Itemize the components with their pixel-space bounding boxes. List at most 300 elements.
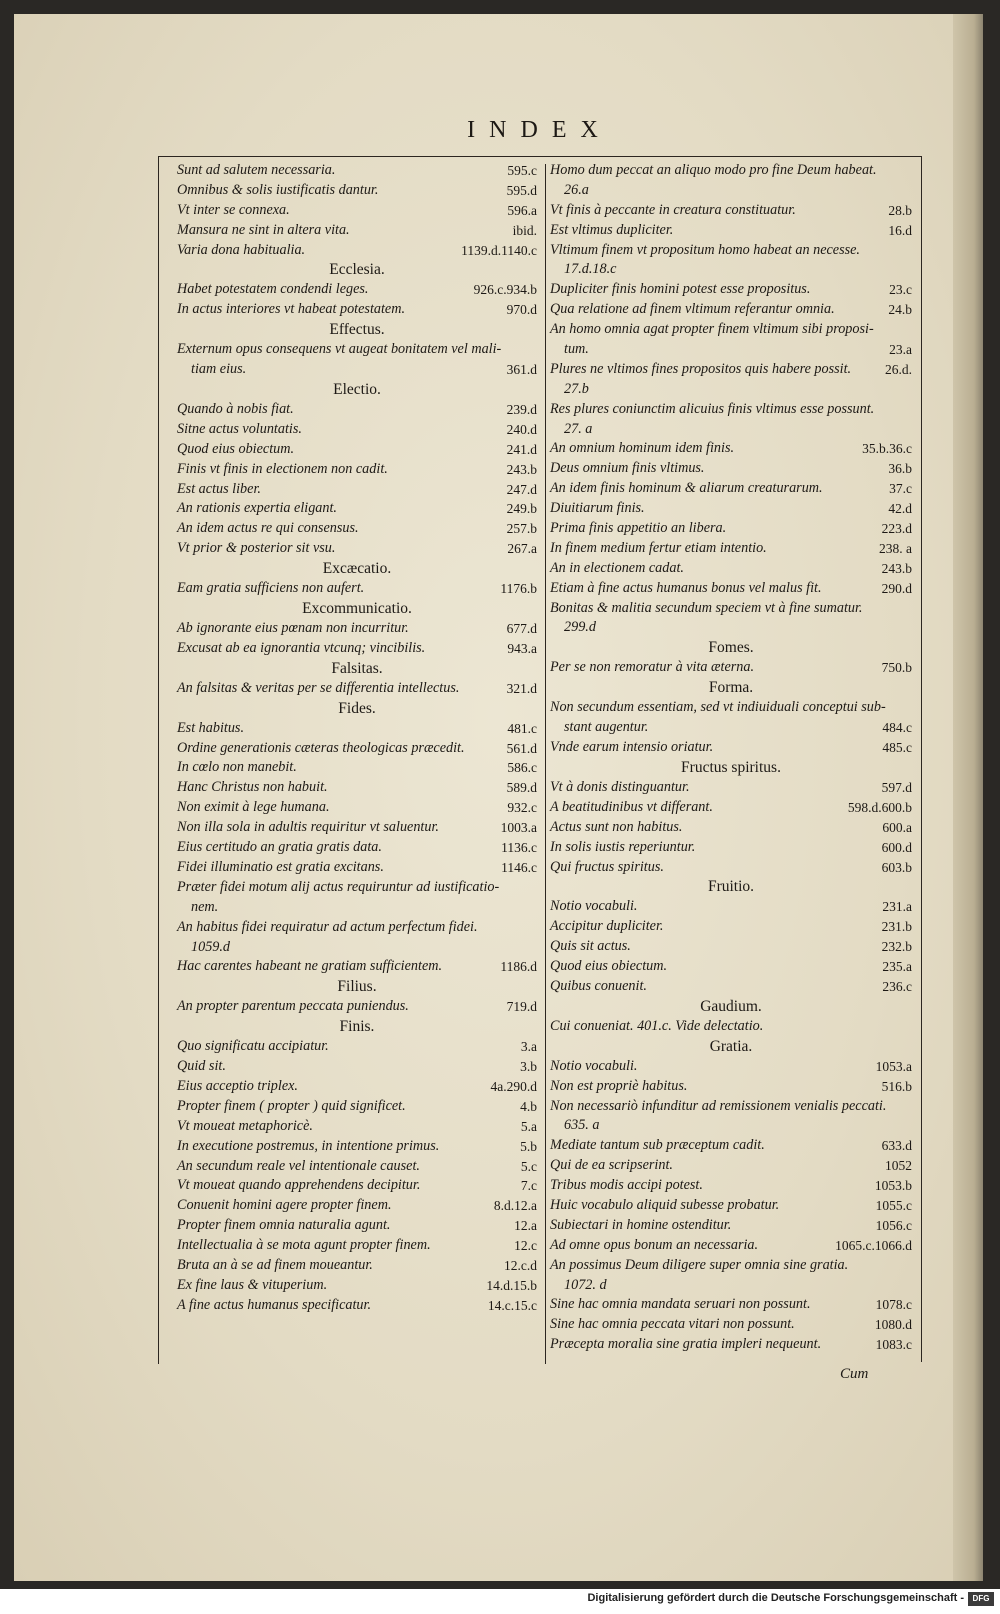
index-entry bbox=[550, 798, 912, 818]
index-entry bbox=[550, 1216, 912, 1236]
entry-text: Dupliciter finis homini potest esse propositus. bbox=[550, 281, 811, 298]
entry-text: Per se non remoratur à vita æterna. bbox=[550, 659, 754, 676]
index-entry-continuation bbox=[550, 1116, 912, 1136]
index-entry bbox=[177, 818, 537, 838]
index-entry bbox=[177, 1137, 537, 1157]
entry-text: 1059.d bbox=[191, 938, 231, 955]
entry-text: Notio vocabuli. bbox=[550, 1057, 638, 1074]
entry-text: In finem medium fertur etiam intentio. bbox=[550, 539, 767, 556]
entry-text: Plures ne vltimos fines propositos quis habere possit. bbox=[550, 360, 852, 377]
index-entry bbox=[177, 420, 537, 440]
entry-page-reference: 8.d.12.a bbox=[493, 1198, 537, 1214]
entry-page-reference: 1136.c bbox=[501, 840, 537, 856]
index-entry bbox=[550, 658, 912, 678]
index-entry bbox=[177, 579, 537, 599]
entry-text: Conuenit homini agere propter finem. bbox=[177, 1197, 392, 1214]
entry-text: stant augentur. bbox=[564, 719, 649, 736]
entry-page-reference: 1176.b bbox=[500, 581, 537, 597]
entry-page-reference: 14.d.15.b bbox=[486, 1277, 537, 1293]
page-gutter-shadow bbox=[953, 14, 983, 1581]
entry-text: Vt prior & posterior sit vsu. bbox=[177, 540, 336, 557]
entry-text: Diuitiarum finis. bbox=[550, 500, 645, 517]
index-entry bbox=[177, 1037, 537, 1057]
index-entry-continuation bbox=[177, 360, 537, 380]
entry-text: Cui conueniat. 401.c. Vide delectatio. bbox=[550, 1017, 764, 1034]
entry-page-reference: 1078.c bbox=[875, 1297, 912, 1313]
index-entry bbox=[177, 1077, 537, 1097]
index-entry bbox=[177, 1236, 537, 1256]
entry-page-reference: 12.c.d bbox=[504, 1257, 537, 1273]
index-entry bbox=[177, 798, 537, 818]
index-entry bbox=[550, 917, 912, 937]
entry-page-reference: 600.d bbox=[881, 839, 912, 855]
entry-text: Propter finem omnia naturalia agunt. bbox=[177, 1217, 391, 1234]
index-entry bbox=[550, 1236, 912, 1256]
entry-text: Sine hac omnia peccata vitari non possunt. bbox=[550, 1316, 795, 1333]
entry-page-reference: 247.d bbox=[506, 481, 537, 497]
entry-page-reference: ibid. bbox=[512, 222, 537, 238]
entry-page-reference: 750.b bbox=[881, 660, 912, 676]
index-entry bbox=[177, 1117, 537, 1137]
page-title: INDEX bbox=[467, 117, 612, 143]
entry-text: Sine hac omnia mandata seruari non possunt. bbox=[550, 1296, 811, 1313]
index-heading: Excæcatio. bbox=[322, 560, 392, 578]
entry-text: An falsitas & veritas per se differentia intellectus. bbox=[177, 679, 460, 696]
entry-page-reference: 516.b bbox=[881, 1078, 912, 1094]
entry-text: Non est propriè habitus. bbox=[550, 1077, 688, 1094]
index-heading: Filius. bbox=[337, 978, 377, 996]
entry-page-reference: 231.a bbox=[882, 899, 912, 915]
index-entry bbox=[177, 1216, 537, 1236]
entry-page-reference: 321.d bbox=[506, 680, 537, 696]
index-entry bbox=[550, 937, 912, 957]
entry-page-reference: 249.b bbox=[506, 501, 537, 517]
entry-page-reference: 267.a bbox=[507, 541, 537, 557]
entry-text: Subiectari in homine ostenditur. bbox=[550, 1216, 732, 1233]
entry-page-reference: 36.b bbox=[888, 461, 912, 477]
entry-page-reference: 26.d. bbox=[885, 361, 912, 377]
entry-page-reference: 970.d bbox=[506, 302, 537, 318]
entry-page-reference: 1003.a bbox=[500, 820, 537, 836]
index-entry bbox=[550, 479, 912, 499]
entry-page-reference: 37.c bbox=[889, 481, 912, 497]
entry-page-reference: 932.c bbox=[507, 800, 537, 816]
entry-text: Eius acceptio triplex. bbox=[177, 1077, 298, 1094]
index-entry-continuation bbox=[177, 898, 537, 918]
entry-page-reference: 223.d bbox=[881, 521, 912, 537]
index-entry-continuation bbox=[550, 420, 912, 440]
entry-text: Vt finis à peccante in creatura constituatur. bbox=[550, 201, 796, 218]
index-entry-continuation bbox=[177, 938, 537, 958]
entry-text: Eius certitudo an gratia gratis data. bbox=[177, 839, 382, 856]
entry-text: Vltimum finem vt propositum homo habeat an necesse. bbox=[550, 241, 860, 258]
entry-text: Homo dum peccat an aliquo modo pro fine Deum habeat. bbox=[550, 162, 877, 178]
entry-page-reference: 239.d bbox=[506, 402, 537, 418]
entry-page-reference: 238. a bbox=[879, 540, 912, 556]
entry-text: Sunt ad salutem necessaria. bbox=[177, 162, 336, 178]
entry-page-reference: 243.b bbox=[506, 461, 537, 477]
entry-page-reference: 1056.c bbox=[875, 1217, 912, 1233]
entry-text: An secundum reale vel intentionale causet. bbox=[177, 1157, 420, 1174]
entry-text: tiam eius. bbox=[191, 361, 247, 378]
index-entry-continuation bbox=[550, 618, 912, 638]
index-entry bbox=[550, 1017, 912, 1037]
entry-page-reference: 926.c.934.b bbox=[473, 282, 537, 298]
entry-page-reference: 361.d bbox=[506, 362, 537, 378]
index-entry bbox=[550, 1335, 912, 1355]
index-entry bbox=[550, 1176, 912, 1196]
entry-text: Quis sit actus. bbox=[550, 938, 631, 955]
entry-text: Prima finis appetitio an libera. bbox=[550, 520, 727, 537]
entry-page-reference: 1053.b bbox=[874, 1178, 912, 1194]
entry-page-reference: 232.b bbox=[881, 939, 912, 955]
index-entry bbox=[550, 838, 912, 858]
index-heading: Fomes. bbox=[708, 639, 754, 657]
entry-page-reference: 1065.c.1066.d bbox=[835, 1237, 912, 1253]
index-entry bbox=[550, 1156, 912, 1176]
entry-text: Propter finem ( propter ) quid significet. bbox=[177, 1097, 406, 1114]
entry-page-reference: 1083.c bbox=[875, 1337, 912, 1353]
entry-text: Qui de ea scripserint. bbox=[550, 1157, 673, 1174]
index-entry bbox=[177, 280, 537, 300]
index-entry bbox=[550, 280, 912, 300]
index-entry bbox=[177, 460, 537, 480]
entry-page-reference: 595.c bbox=[507, 163, 537, 178]
index-entry bbox=[177, 739, 537, 759]
entry-page-reference: 42.d bbox=[888, 501, 912, 517]
index-entry bbox=[177, 221, 537, 241]
index-entry bbox=[550, 818, 912, 838]
index-entry bbox=[177, 440, 537, 460]
entry-text: Est vltimus dupliciter. bbox=[550, 221, 674, 238]
entry-page-reference: 484.c bbox=[882, 720, 912, 736]
index-entry bbox=[550, 161, 912, 181]
entry-text: Vt moueat metaphoricè. bbox=[177, 1117, 313, 1134]
index-entry bbox=[177, 1176, 537, 1196]
entry-text: Vnde earum intensio oriatur. bbox=[550, 739, 714, 756]
index-entry bbox=[550, 579, 912, 599]
index-entry bbox=[177, 778, 537, 798]
index-right-column bbox=[550, 161, 912, 1355]
index-entry bbox=[550, 360, 912, 380]
entry-page-reference: 1139.d.1140.c bbox=[461, 242, 537, 258]
entry-text: Bonitas & malitia secundum speciem vt à fine sumatur. bbox=[550, 599, 863, 616]
entry-page-reference: 1053.a bbox=[875, 1058, 912, 1074]
entry-page-reference: 3.a bbox=[520, 1039, 537, 1055]
entry-text: Qui fructus spiritus. bbox=[550, 858, 664, 875]
index-entry bbox=[177, 1256, 537, 1276]
entry-text: Etiam à fine actus humanus bonus vel malus fit. bbox=[550, 579, 822, 596]
entry-text: nem. bbox=[191, 898, 219, 915]
entry-text: Non secundum essentiam, sed vt indiuiduali conceptui sub- bbox=[550, 699, 886, 716]
index-entry bbox=[177, 1157, 537, 1177]
entry-page-reference: 719.d bbox=[506, 999, 537, 1015]
entry-page-reference: 603.b bbox=[881, 859, 912, 875]
index-entry-continuation bbox=[550, 340, 912, 360]
entry-page-reference: 600.a bbox=[882, 819, 912, 835]
index-entry-continuation bbox=[550, 1276, 912, 1296]
column-divider-rule bbox=[545, 164, 546, 1364]
index-entry bbox=[177, 1296, 537, 1316]
entry-page-reference: 596.a bbox=[507, 202, 537, 218]
index-entry bbox=[177, 1276, 537, 1296]
entry-text: Quod eius obiectum. bbox=[177, 440, 295, 457]
entry-text: Quo significatu accipiatur. bbox=[177, 1038, 329, 1055]
entry-text: Fidei illuminatio est gratia excitans. bbox=[177, 858, 384, 875]
index-entry bbox=[550, 1295, 912, 1315]
entry-page-reference: 5.a bbox=[520, 1118, 537, 1134]
index-entry-continuation bbox=[550, 380, 912, 400]
index-entry-continuation bbox=[550, 181, 912, 201]
index-entry bbox=[550, 977, 912, 997]
entry-text: Est actus liber. bbox=[177, 480, 261, 497]
index-heading: Finis. bbox=[339, 1018, 375, 1036]
index-entry bbox=[177, 838, 537, 858]
index-entry bbox=[550, 539, 912, 559]
index-heading: Fructus spiritus. bbox=[681, 758, 781, 776]
index-entry bbox=[550, 1097, 912, 1117]
index-heading: Ecclesia. bbox=[329, 261, 385, 279]
entry-page-reference: 235.a bbox=[882, 959, 912, 975]
index-entry bbox=[177, 499, 537, 519]
entry-text: Habet potestatem condendi leges. bbox=[177, 281, 369, 298]
entry-page-reference: 1080.d bbox=[874, 1317, 912, 1333]
index-entry-continuation bbox=[550, 718, 912, 738]
entry-text: Ad omne opus bonum an necessaria. bbox=[550, 1236, 759, 1253]
entry-page-reference: 1052 bbox=[885, 1158, 912, 1174]
entry-text: 1072. d bbox=[564, 1276, 607, 1293]
index-entry bbox=[550, 300, 912, 320]
index-entry bbox=[550, 778, 912, 798]
entry-text: A fine actus humanus specificatur. bbox=[177, 1296, 372, 1313]
entry-text: Vt à donis distinguantur. bbox=[550, 778, 690, 795]
entry-text: Omnibus & solis iustificatis dantur. bbox=[177, 181, 379, 198]
entry-page-reference: 12.a bbox=[514, 1218, 537, 1234]
index-entry bbox=[550, 698, 912, 718]
index-entry bbox=[177, 181, 537, 201]
entry-text: Deus omnium finis vltimus. bbox=[550, 460, 705, 477]
entry-text: Actus sunt non habitus. bbox=[550, 818, 683, 835]
entry-page-reference: 1055.c bbox=[875, 1197, 912, 1213]
entry-text: An in electionem cadat. bbox=[550, 559, 684, 576]
entry-page-reference: 595.d bbox=[506, 182, 537, 198]
index-entry bbox=[177, 957, 537, 977]
index-entry bbox=[550, 559, 912, 579]
entry-text: In actus interiores vt habeat potestatem. bbox=[177, 301, 406, 318]
index-heading: Falsitas. bbox=[331, 659, 383, 677]
index-entry bbox=[177, 201, 537, 221]
index-heading: Gaudium. bbox=[700, 997, 762, 1015]
entry-page-reference: 12.c bbox=[514, 1238, 537, 1254]
footer-credit: Digitalisierung gefördert durch die Deutsche Forschungsgemeinschaft - bbox=[587, 1592, 964, 1604]
index-heading: Electio. bbox=[333, 381, 381, 399]
entry-page-reference: 1146.c bbox=[501, 859, 537, 875]
index-entry bbox=[177, 639, 537, 659]
entry-text: Finis vt finis in electionem non cadit. bbox=[177, 460, 388, 477]
entry-text: 27. a bbox=[564, 420, 593, 437]
entry-text: Vt moueat quando apprehendens decipitur. bbox=[177, 1177, 421, 1194]
index-heading: Fruitio. bbox=[707, 878, 755, 896]
entry-page-reference: 290.d bbox=[881, 580, 912, 596]
entry-text: Huic vocabulo aliquid subesse probatur. bbox=[550, 1196, 780, 1213]
index-entry bbox=[550, 439, 912, 459]
entry-text: 17.d.18.c bbox=[564, 261, 617, 278]
dfg-logo: DFG bbox=[968, 1592, 994, 1606]
index-heading: Fides. bbox=[338, 699, 376, 717]
entry-text: Ex fine laus & vituperium. bbox=[177, 1276, 328, 1293]
entry-page-reference: 4.b bbox=[520, 1098, 537, 1114]
index-left-column bbox=[177, 161, 537, 1316]
index-entry bbox=[177, 679, 537, 699]
entry-page-reference: 597.d bbox=[881, 779, 912, 795]
index-entry bbox=[177, 539, 537, 559]
entry-text: Hanc Christus non habuit. bbox=[177, 779, 328, 796]
entry-page-reference: 481.c bbox=[507, 720, 537, 736]
entry-page-reference: 586.c bbox=[507, 760, 537, 776]
entry-text: A beatitudinibus vt differant. bbox=[550, 798, 713, 815]
entry-page-reference: 943.a bbox=[507, 640, 537, 656]
index-entry bbox=[550, 957, 912, 977]
entry-text: Mediate tantum sub præceptum cadit. bbox=[550, 1137, 765, 1154]
index-entry bbox=[177, 241, 537, 261]
entry-text: Accipitur dupliciter. bbox=[550, 918, 664, 935]
index-entry bbox=[550, 1315, 912, 1335]
entry-text: An homo omnia agat propter finem vltimum sibi proposi- bbox=[550, 321, 874, 338]
index-heading: Excommunicatio. bbox=[302, 600, 412, 618]
entry-text: 299.d bbox=[564, 619, 596, 636]
entry-text: Non necessariò infunditur ad remissionem venialis peccati. bbox=[550, 1097, 887, 1114]
index-entry bbox=[177, 758, 537, 778]
entry-text: Varia dona habitualia. bbox=[177, 241, 306, 258]
index-entry bbox=[177, 300, 537, 320]
entry-page-reference: 3.b bbox=[520, 1059, 537, 1075]
entry-text: Qua relatione ad finem vltimum referantur omnia. bbox=[550, 301, 835, 318]
entry-text: Ab ignorante eius pœnam non incurritur. bbox=[177, 620, 409, 637]
index-entry bbox=[177, 480, 537, 500]
entry-text: An omnium hominum idem finis. bbox=[550, 440, 735, 457]
index-entry bbox=[550, 499, 912, 519]
index-entry bbox=[550, 1077, 912, 1097]
index-entry-continuation bbox=[550, 260, 912, 280]
entry-text: Hac carentes habeant ne gratiam sufficientem. bbox=[177, 958, 443, 975]
index-entry bbox=[177, 519, 537, 539]
index-entry bbox=[177, 858, 537, 878]
entry-text: Notio vocabuli. bbox=[550, 898, 638, 915]
entry-page-reference: 14.c.15.c bbox=[487, 1297, 537, 1313]
index-entry bbox=[177, 619, 537, 639]
entry-page-reference: 35.b.36.c bbox=[862, 441, 912, 457]
entry-text: 26.a bbox=[564, 181, 589, 198]
index-entry bbox=[550, 1256, 912, 1276]
index-heading: Effectus. bbox=[329, 321, 385, 339]
index-entry bbox=[550, 858, 912, 878]
entry-page-reference: 561.d bbox=[506, 740, 537, 756]
entry-text: Præcepta moralia sine gratia impleri nequeunt. bbox=[550, 1336, 822, 1353]
entry-page-reference: 28.b bbox=[888, 202, 912, 218]
index-entry bbox=[177, 878, 537, 898]
entry-page-reference: 231.b bbox=[881, 919, 912, 935]
entry-text: Non eximit à lege humana. bbox=[177, 799, 330, 816]
entry-text: tum. bbox=[564, 341, 589, 358]
entry-page-reference: 236.c bbox=[882, 978, 912, 994]
entry-text: An rationis expertia eligant. bbox=[177, 500, 337, 517]
index-heading: Gratia. bbox=[709, 1037, 753, 1055]
index-entry bbox=[550, 320, 912, 340]
entry-text: Est habitus. bbox=[177, 719, 245, 736]
entry-text: Res plures coniunctim alicuius finis vltimus esse possunt. bbox=[550, 400, 875, 417]
index-entry bbox=[177, 918, 537, 938]
entry-text: An possimus Deum diligere super omnia sine gratia. bbox=[550, 1256, 849, 1273]
entry-text: In cœlo non manebit. bbox=[177, 759, 297, 776]
entry-text: In solis iustis reperiuntur. bbox=[550, 838, 696, 855]
entry-text: An habitus fidei requiratur ad actum perfectum fidei. bbox=[177, 918, 478, 935]
entry-text: Eam gratia sufficiens non aufert. bbox=[177, 580, 365, 597]
index-entry bbox=[177, 1097, 537, 1117]
index-heading: Forma. bbox=[708, 679, 754, 697]
entry-page-reference: 589.d bbox=[506, 780, 537, 796]
index-entry bbox=[550, 599, 912, 619]
index-entry bbox=[177, 340, 537, 360]
index-entry bbox=[550, 1196, 912, 1216]
catchword: Cum bbox=[840, 1366, 869, 1382]
index-entry bbox=[177, 161, 537, 181]
entry-text: Non illa sola in adultis requiritur vt saluentur. bbox=[177, 819, 439, 836]
entry-text: In executione postremus, in intentione primus. bbox=[177, 1137, 440, 1154]
entry-text: 635. a bbox=[564, 1117, 600, 1134]
entry-page-reference: 240.d bbox=[506, 421, 537, 437]
entry-text: Quibus conuenit. bbox=[550, 977, 647, 994]
entry-text: Mansura ne sint in altera vita. bbox=[177, 221, 350, 238]
entry-page-reference: 5.c bbox=[520, 1158, 537, 1174]
index-entry bbox=[550, 201, 912, 221]
entry-page-reference: 485.c bbox=[882, 740, 912, 756]
index-entry bbox=[550, 1136, 912, 1156]
entry-page-reference: 1186.d bbox=[500, 959, 537, 975]
entry-text: Bruta an à se ad finem moueantur. bbox=[177, 1256, 373, 1273]
index-entry bbox=[177, 1057, 537, 1077]
entry-page-reference: 241.d bbox=[506, 441, 537, 457]
entry-text: Tribus modis accipi potest. bbox=[550, 1177, 703, 1194]
entry-text: An idem actus re qui consensus. bbox=[177, 520, 359, 537]
index-entry bbox=[550, 738, 912, 758]
index-entry bbox=[177, 997, 537, 1017]
entry-text: An propter parentum peccata puniendus. bbox=[177, 998, 409, 1015]
entry-text: Quid sit. bbox=[177, 1058, 226, 1075]
entry-page-reference: 23.a bbox=[889, 342, 912, 358]
entry-page-reference: 23.c bbox=[889, 282, 912, 298]
entry-page-reference: 16.d bbox=[888, 222, 912, 238]
entry-text: Quando à nobis fiat. bbox=[177, 401, 294, 418]
index-entry bbox=[177, 719, 537, 739]
index-entry bbox=[550, 241, 912, 261]
index-entry bbox=[550, 1057, 912, 1077]
entry-text: Ordine generationis cæteras theologicas præcedit. bbox=[177, 739, 465, 756]
right-border-rule bbox=[921, 156, 922, 1362]
entry-page-reference: 633.d bbox=[881, 1138, 912, 1154]
index-entry bbox=[177, 1196, 537, 1216]
entry-text: Præter fidei motum alij actus requiruntur ad iustificatio- bbox=[177, 878, 500, 895]
entry-text: Quod eius obiectum. bbox=[550, 958, 668, 975]
entry-page-reference: 5.b bbox=[520, 1138, 537, 1154]
entry-text: Sitne actus voluntatis. bbox=[177, 420, 302, 437]
index-entry bbox=[177, 400, 537, 420]
entry-page-reference: 257.b bbox=[506, 521, 537, 537]
index-entry bbox=[550, 897, 912, 917]
entry-page-reference: 7.c bbox=[520, 1178, 537, 1194]
entry-page-reference: 243.b bbox=[881, 560, 912, 576]
index-entry bbox=[550, 221, 912, 241]
entry-text: Externum opus consequens vt augeat bonitatem vel mali- bbox=[177, 341, 502, 358]
